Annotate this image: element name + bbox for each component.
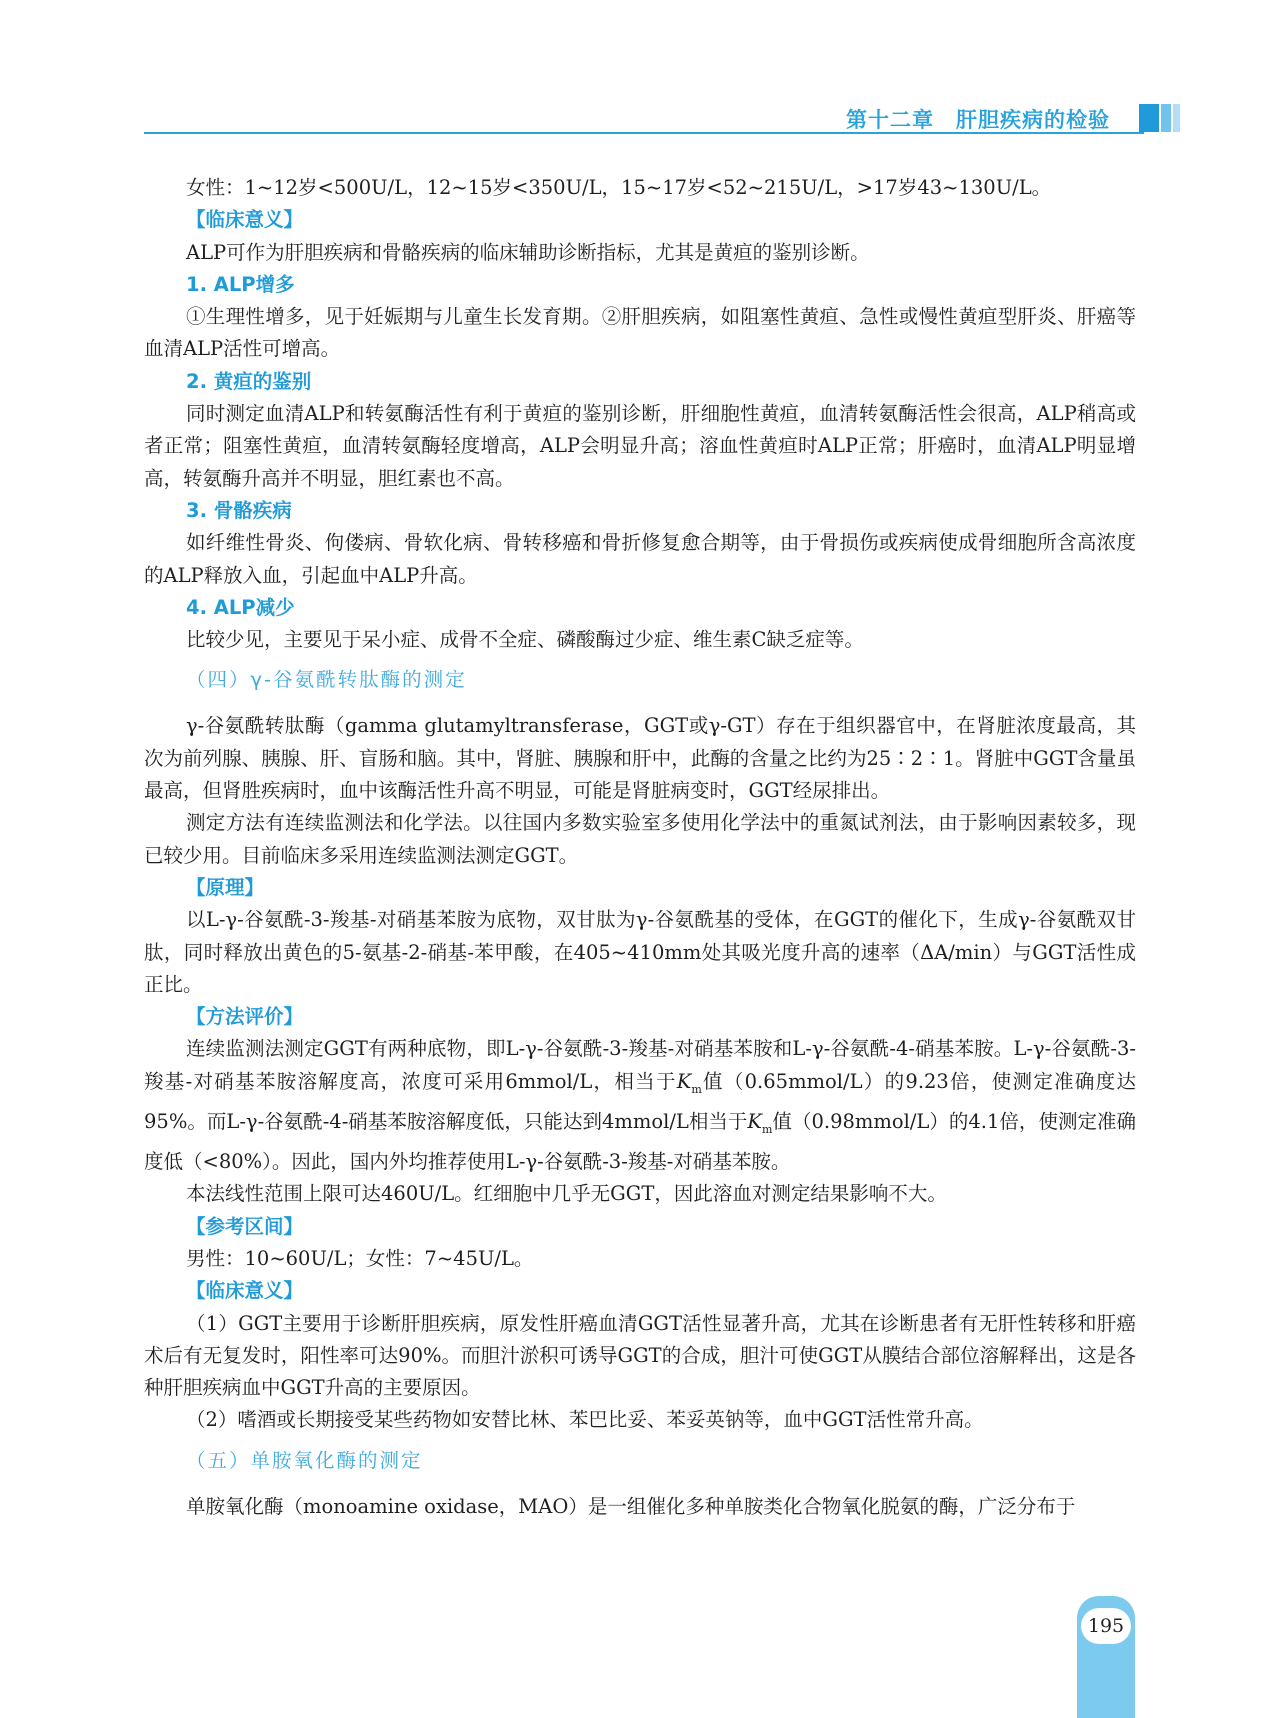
alp-decrease-text: 比较少见，主要见于呆小症、成骨不全症、磷酸酶过少症、维生素C缺乏症等。 (186, 628, 864, 652)
page-body (144, 172, 1136, 1523)
method-evaluation-text (144, 1033, 1136, 1178)
female-reference-text: 女性：1~12岁<500U/L，12~15岁<350U/L，15~17岁<52~215U/L，>17岁43~130U/L。 (186, 176, 1052, 199)
chapter-title: 第十二章 肝胆疾病的检验 (846, 108, 1110, 132)
heading-alp-increase: 1. ALP增多 (186, 272, 295, 296)
header-color-blocks (1139, 104, 1180, 132)
evaluation-part-3: 值（0.98mmol/L）的4.1倍，使测定准确度低（<80%）。因此，国内外均推荐使用L-γ-谷氨酰-3-羧基-对硝基苯胺。 (144, 1109, 1136, 1174)
linear-range-text: 本法线性范围上限可达460U/L。红细胞中几乎无GGT，因此溶血对测定结果影响不大。 (186, 1182, 947, 1206)
ggt-intro-text: γ-谷氨酰转肽酶（gamma glutamyltransferase，GGT或γ-GT）存在于组织器官中，在肾脏浓度最高，其次为前列腺、胰腺、肝、盲肠和脑。其中，肾脏、胰腺和肝中，此酶的含量之比约为25∶2∶1。肾脏中GGT含量虽最高，但肾胜疾病时，血中该酶活性升高不明显，可能是肾脏病变时，GGT经尿排出。 (144, 714, 1136, 803)
km-constant: $K_m$ (747, 1109, 773, 1136)
page-number: 195 (1081, 1608, 1131, 1644)
evaluation-part-2: 值（0.65mmol/L）的9.23倍，使测定准确度达95%。而L-γ-谷氨酰-4-硝基苯胺溶解度低，只能达到4mmol/L相当于 (144, 1069, 1136, 1133)
alp-intro-text: ALP可作为肝胆疾病和骨骼疾病的临床辅助诊断指标，尤其是黄疸的鉴别诊断。 (186, 240, 870, 264)
section-mao-title: （五）单胺氧化酶的测定 (186, 1448, 423, 1472)
heading-reference-interval: 【参考区间】 (186, 1214, 304, 1238)
heading-alp-decrease: 4. ALP减少 (186, 595, 295, 619)
header-rule (144, 132, 1144, 134)
evaluation-part-1: 连续监测法测定GGT有两种底物，即L-γ-谷氨酰-3-羧基-对硝基苯胺和L-γ-谷氨酰-4-硝基苯胺。L-γ-谷氨酰-3-羧基-对硝基苯胺溶解度高，浓度可采用6mmol/L，相当于 (144, 1037, 1136, 1093)
heading-clinical-significance-ggt: 【临床意义】 (186, 1279, 304, 1303)
ggt-clinical-text-1: （1）GGT主要用于诊断肝胆疾病，原发性肝癌血清GGT活性显著升高，尤其在诊断患者有无肝性转移和肝癌术后有无复发时，阳性率可达90%。而胆汁淤积可诱导GGT的合成，胆汁可使GGT从膜结合部位溶解释出，这是各种肝胆疾病血中GGT升高的主要原因。 (144, 1311, 1136, 1400)
heading-principle: 【原理】 (186, 875, 265, 899)
bone-disease-text: 如纤维性骨炎、佝偻病、骨软化病、骨转移癌和骨折修复愈合期等，由于骨损伤或疾病使成骨细胞所含高浓度的ALP释放入血，引起血中ALP升高。 (144, 531, 1136, 587)
principle-text: 以L-γ-谷氨酰-3-羧基-对硝基苯胺为底物，双甘肽为γ-谷氨酰基的受体，在GGT的催化下，生成γ-谷氨酰双甘肽，同时释放出黄色的5-氨基-2-硝基-苯甲酸，在405~410mm处其吸光度升高的速率（ΔA/min）与GGT活性成正比。 (144, 908, 1136, 996)
ggt-method-text: 测定方法有连续监测法和化学法。以往国内多数实验室多使用化学法中的重氮试剂法，由于影响因素较多，现已较少用。目前临床多采用连续监测法测定GGT。 (144, 811, 1136, 867)
alp-increase-text: ①生理性增多，见于妊娠期与儿童生长发育期。②肝胆疾病，如阻塞性黄疸、急性或慢性黄疸型肝炎、肝癌等血清ALP活性可增高。 (144, 305, 1136, 361)
ggt-clinical-text-2: （2）嗜酒或长期接受某些药物如安替比林、苯巴比妥、苯妥英钠等，血中GGT活性常升高。 (186, 1408, 984, 1432)
jaundice-text: 同时测定血清ALP和转氨酶活性有利于黄疸的鉴别诊断，肝细胞性黄疸，血清转氨酶活性会很高，ALP稍高或者正常；阻塞性黄疸，血清转氨酶轻度增高，ALP会明显升高；溶血性黄疸时ALP正常；肝癌时，血清ALP明显增高，转氨酶升高并不明显，胆红素也不高。 (144, 402, 1136, 490)
km-constant: $K_m$ (676, 1069, 702, 1096)
section-ggt-title: （四）γ-谷氨酰转肽酶的测定 (186, 668, 467, 692)
heading-bone-disease: 3. 骨骼疾病 (186, 498, 292, 522)
heading-clinical-significance: 【临床意义】 (186, 208, 304, 232)
mao-intro-text: 单胺氧化酶（monoamine oxidase，MAO）是一组催化多种单胺类化合物氧化脱氨的酶，广泛分布于 (186, 1494, 1076, 1518)
reference-interval-text: 男性：10~60U/L；女性：7~45U/L。 (186, 1246, 534, 1270)
heading-jaundice: 2. 黄疸的鉴别 (186, 369, 312, 393)
heading-method-evaluation: 【方法评价】 (186, 1005, 304, 1029)
